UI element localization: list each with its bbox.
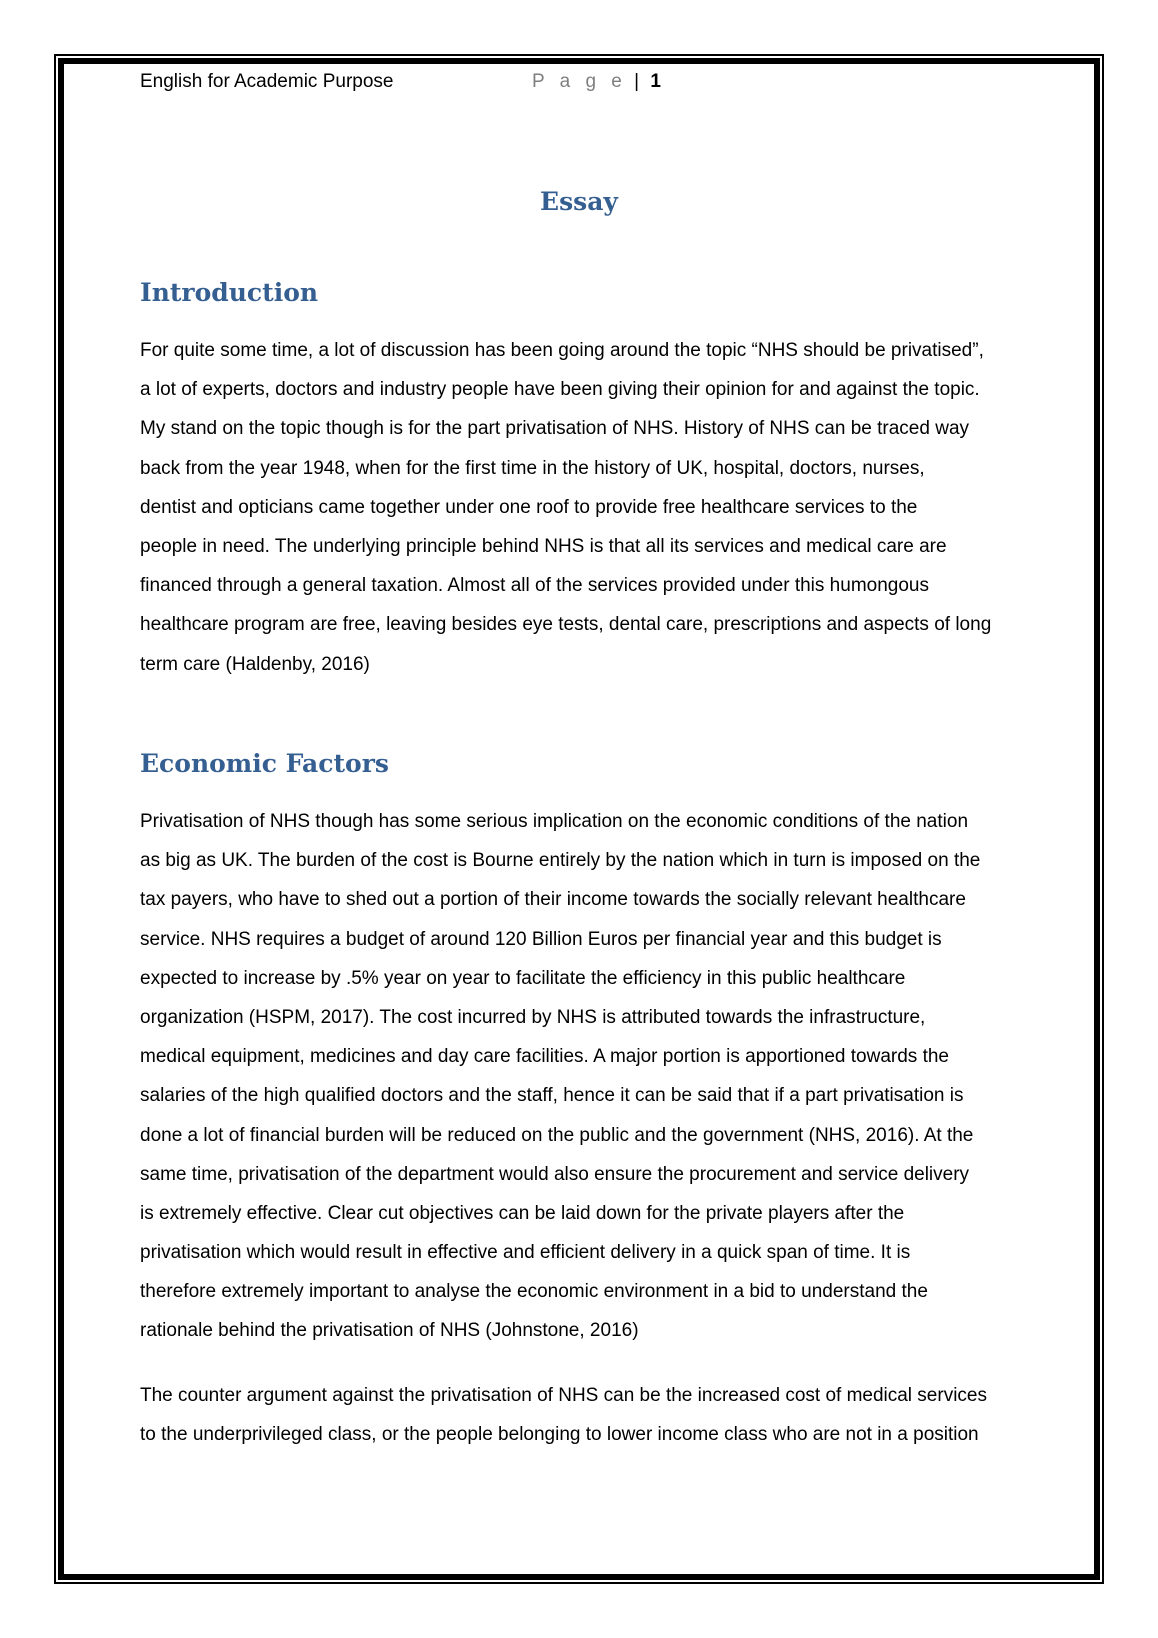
text-line: a lot of experts, doctors and industry people have been giving their opinion for and against the topic. bbox=[140, 379, 980, 401]
text-line: healthcare program are free, leaving besides eye tests, dental care, prescriptions and aspects of long bbox=[140, 614, 992, 636]
page-separator: | bbox=[634, 71, 640, 92]
text-line: The counter argument against the privatisation of NHS can be the increased cost of medical services bbox=[140, 1385, 987, 1406]
text-line: dentist and opticians came together under one roof to provide free healthcare services to the bbox=[140, 496, 918, 518]
header-course-title: English for Academic Purpose bbox=[140, 71, 394, 92]
paragraph-economic-factors-1 bbox=[140, 802, 1020, 1351]
text-line: service. NHS requires a budget of around 120 Billion Euros per financial year and this budget is bbox=[140, 928, 942, 950]
page-number: 1 bbox=[650, 71, 661, 92]
text-line: expected to increase by .5% year on year to facilitate the efficiency in this public healthcare bbox=[140, 967, 906, 989]
page-label: P a g e bbox=[532, 71, 627, 92]
text-line: For quite some time, a lot of discussion has been going around the topic “NHS should be privatised”, bbox=[140, 340, 984, 361]
text-line: organization (HSPM, 2017). The cost incurred by NHS is attributed towards the infrastructure, bbox=[140, 1006, 926, 1028]
header-page-indicator bbox=[532, 70, 661, 94]
text-line: to the underprivileged class, or the people belonging to lower income class who are not in a position bbox=[140, 1424, 979, 1446]
paragraph-economic-factors-2 bbox=[140, 1376, 1020, 1454]
text-line: financed through a general taxation. Almost all of the services provided under this humongous bbox=[140, 575, 929, 597]
text-line: therefore extremely important to analyse the economic environment in a bid to understand the bbox=[140, 1281, 928, 1303]
text-line: rationale behind the privatisation of NHS (Johnstone, 2016) bbox=[140, 1320, 639, 1342]
text-line: as big as UK. The burden of the cost is Bourne entirely by the nation which in turn is imposed on the bbox=[140, 850, 981, 872]
text-line: My stand on the topic though is for the part privatisation of NHS. History of NHS can be traced way bbox=[140, 418, 970, 440]
text-line: done a lot of financial burden will be reduced on the public and the government (NHS, 2016). At the bbox=[140, 1124, 974, 1146]
heading-economic-factors: Economic Factors bbox=[140, 749, 389, 778]
text-line: same time, privatisation of the department would also ensure the procurement and service delivery bbox=[140, 1163, 970, 1185]
text-line: privatisation which would result in effective and efficient delivery in a quick span of time. It is bbox=[140, 1242, 911, 1264]
text-line: tax payers, who have to shed out a portion of their income towards the socially relevant healthcare bbox=[140, 889, 966, 911]
heading-introduction: Introduction bbox=[140, 278, 319, 307]
essay-title: Essay bbox=[540, 187, 618, 216]
text-line: is extremely effective. Clear cut objectives can be laid down for the private players after the bbox=[140, 1202, 905, 1224]
text-line: term care (Haldenby, 2016) bbox=[140, 653, 370, 675]
text-line: back from the year 1948, when for the first time in the history of UK, hospital, doctors, nurses, bbox=[140, 457, 925, 479]
text-line: medical equipment, medicines and day care facilities. A major portion is apportioned towards the bbox=[140, 1046, 949, 1068]
text-line: people in need. The underlying principle behind NHS is that all its services and medical care are bbox=[140, 535, 947, 557]
paragraph-introduction bbox=[140, 331, 1020, 684]
text-line: Privatisation of NHS though has some serious implication on the economic conditions of the nation bbox=[140, 811, 969, 832]
text-line: salaries of the high qualified doctors and the staff, hence it can be said that if a part privatisation is bbox=[140, 1085, 964, 1107]
